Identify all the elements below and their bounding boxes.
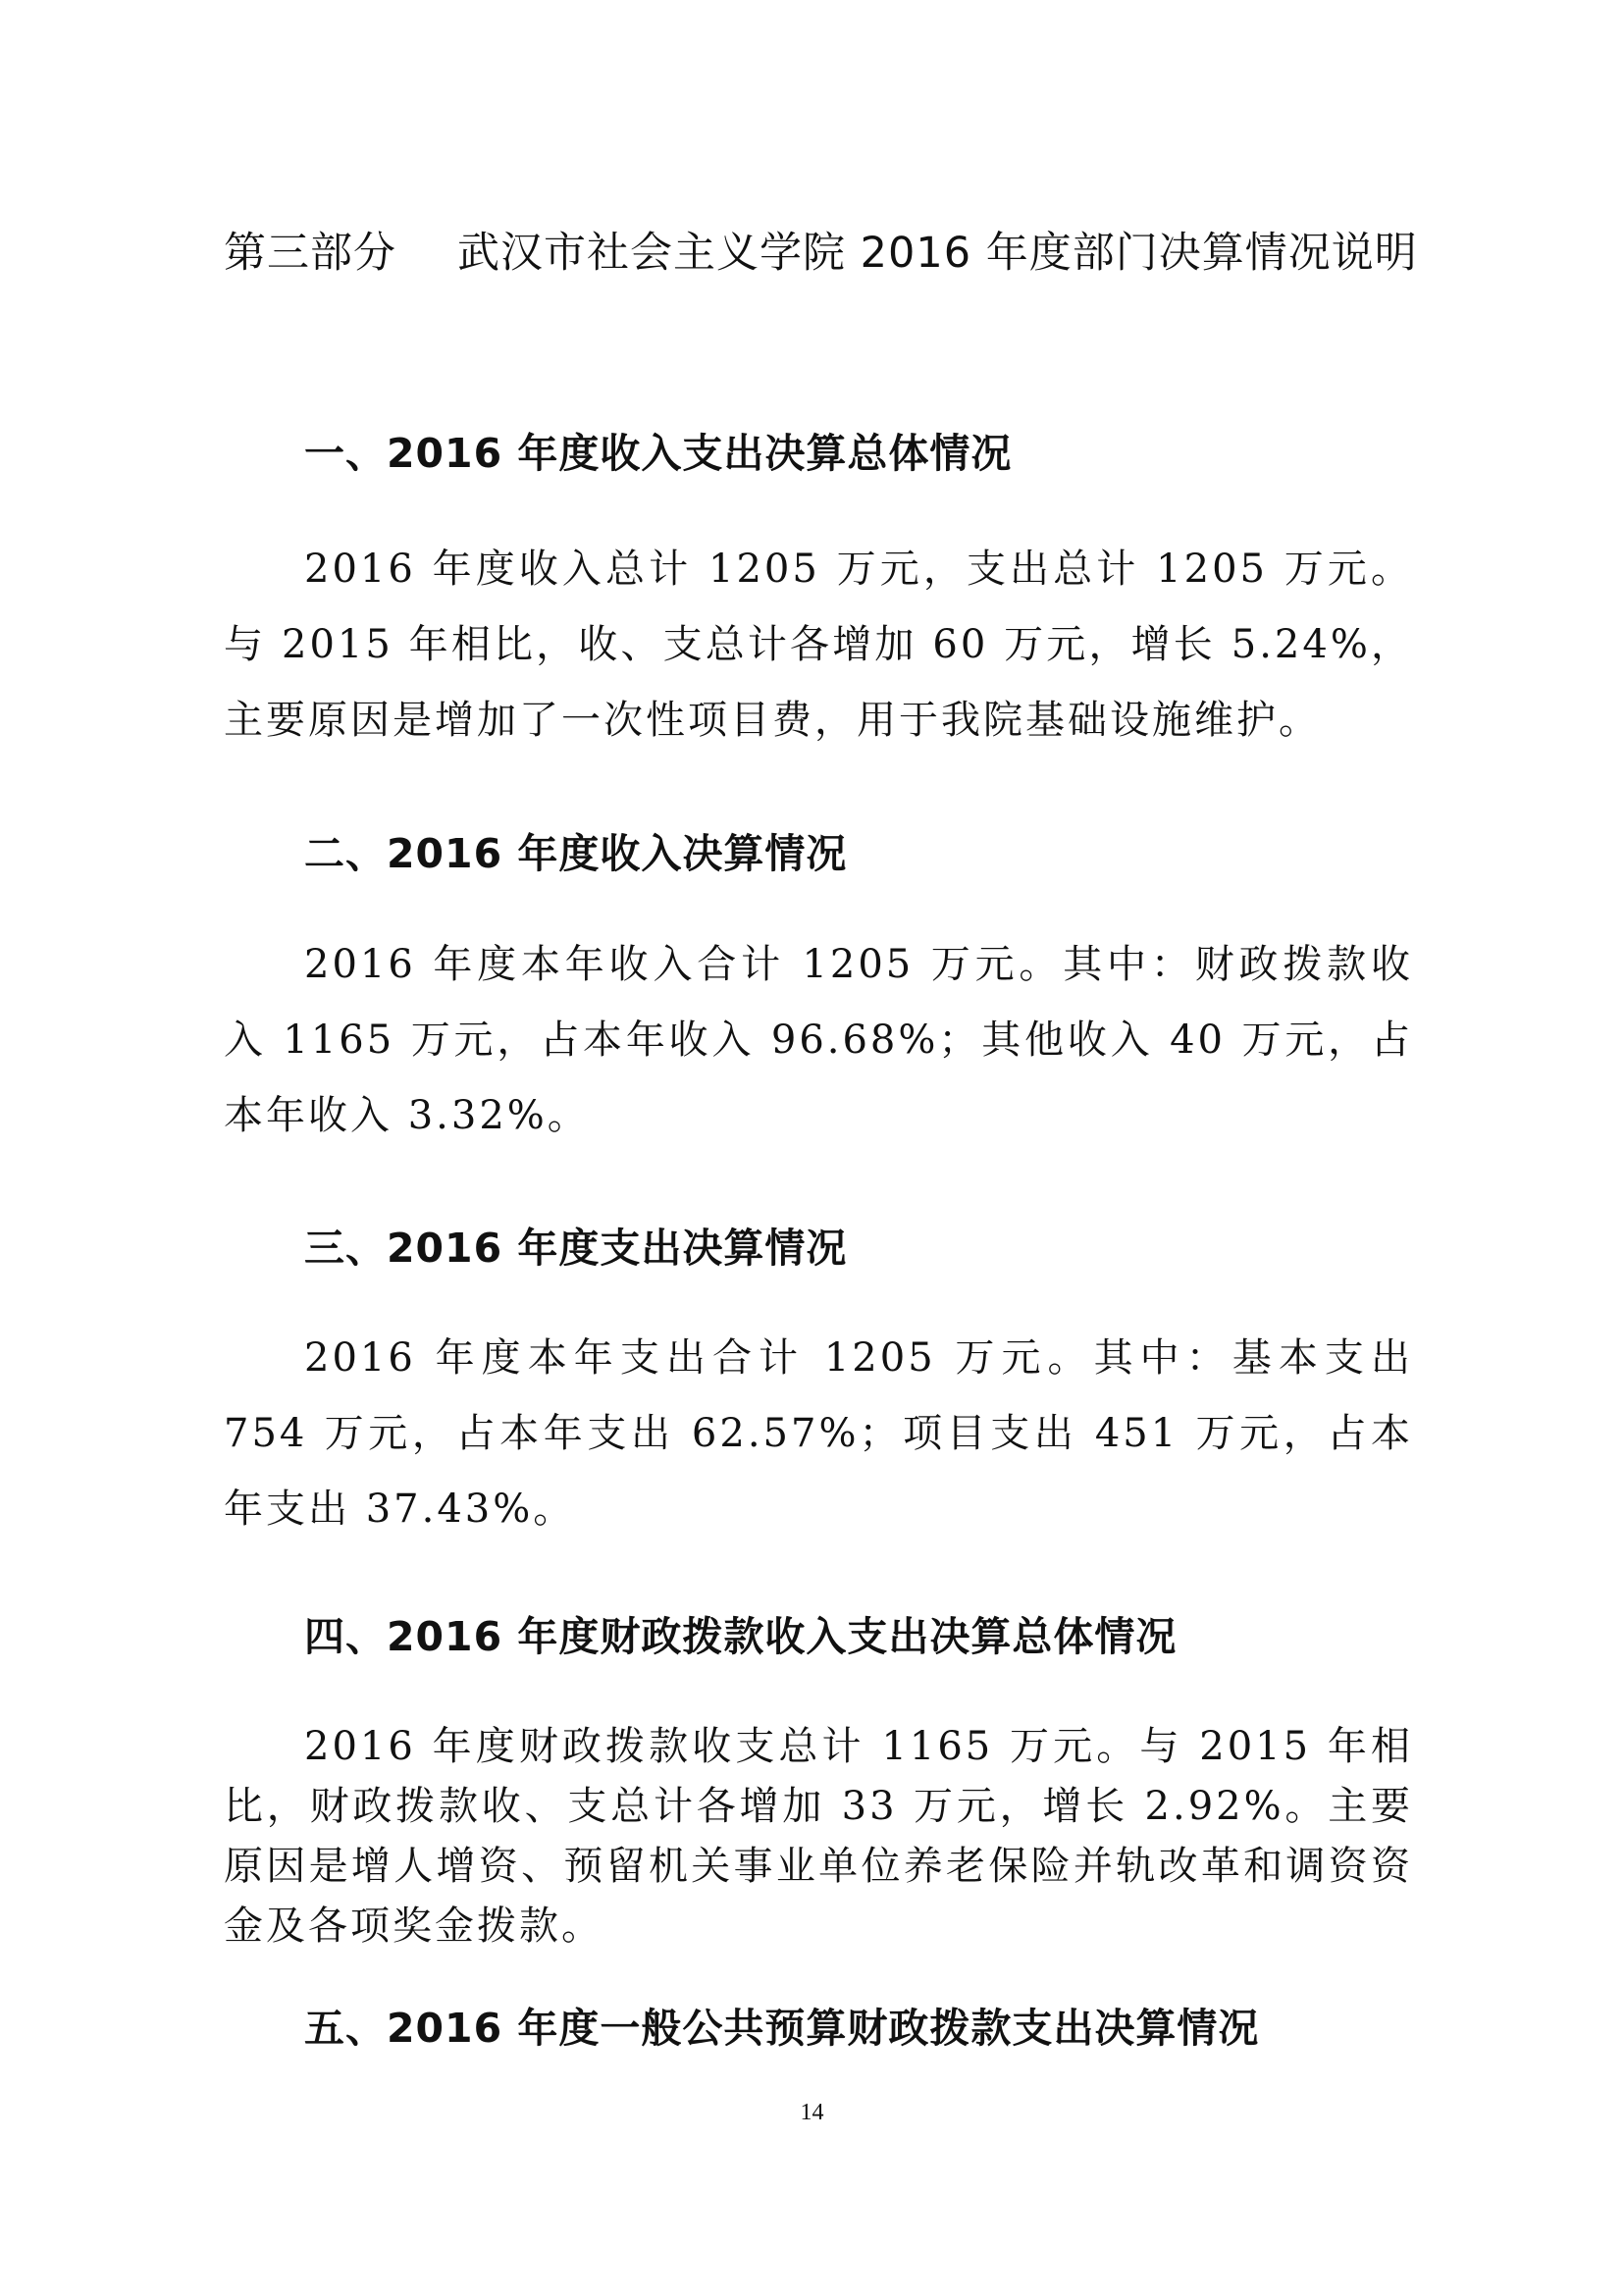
title-main: 武汉市社会主义学院 2016 年度部门决算情况说明 [457,229,1418,278]
section-2-heading: 二、2016 年度收入决算情况 [304,830,848,877]
section-3-heading: 三、2016 年度支出决算情况 [304,1225,848,1272]
section-2-paragraph: 2016 年度本年收入合计 1205 万元。其中：财政拨款收入 1165 万元，占本年收入 96.68%；其他收入 40 万元，占本年收入 3.32%。 [224,942,1413,1138]
title-part-label: 第三部分 [224,229,396,278]
section-4-heading: 四、2016 年度财政拨款收入支出决算总体情况 [304,1613,1178,1660]
section-4-paragraph: 2016 年度财政拨款收支总计 1165 万元。与 2015 年相比，财政拨款收、支总计各增加 33 万元，增长 2.92%。主要原因是增人增资、预留机关事业单位养老保险并轨改革和调资资金及各项奖金拨款。 [224,1724,1413,1949]
document-title [224,206,1421,300]
section-5-heading: 五、2016 年度一般公共预算财政拨款支出决算情况 [304,2005,1260,2052]
section-1-heading: 一、2016 年度收入支出决算总体情况 [304,430,1013,477]
page-number: 14 [800,2100,824,2125]
section-3-paragraph: 2016 年度本年支出合计 1205 万元。其中：基本支出 754 万元，占本年支出 62.57%；项目支出 451 万元，占本年支出 37.43%。 [224,1335,1413,1532]
section-1-paragraph: 2016 年度收入总计 1205 万元，支出总计 1205 万元。与 2015 年相比，收、支总计各增加 60 万元，增长 5.24%，主要原因是增加了一次性项目费，用于我院基础设施维护。 [224,547,1413,743]
